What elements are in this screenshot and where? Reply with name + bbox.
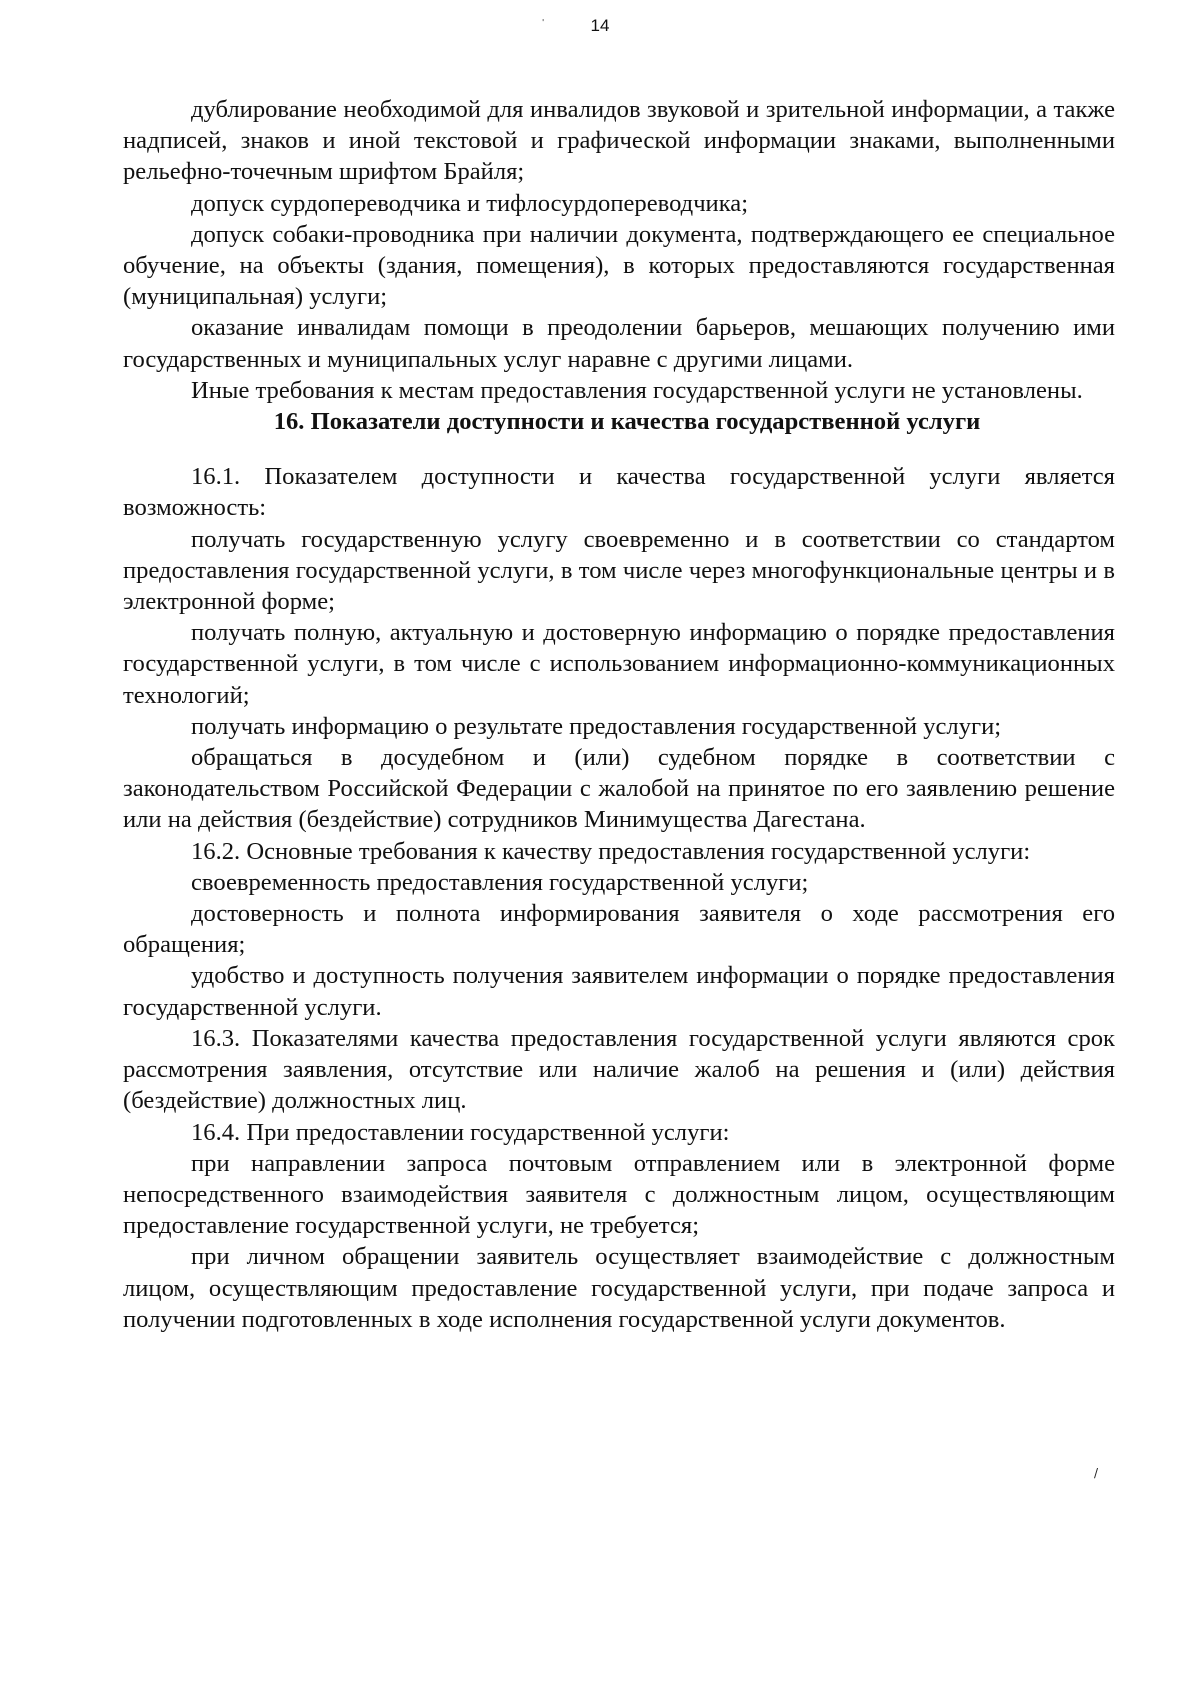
paragraph: 16.2. Основные требования к качеству предоставления государственной услуги: xyxy=(191,837,1031,865)
paragraph: Иные требования к местам предоставления государственной услуги не установлены. xyxy=(191,376,1083,404)
document-body xyxy=(123,94,1115,1335)
paragraph: получать государственную услугу своевременно и в соответствии со стандартом предоставления государственной услуги, в том числе через многофункциональные центры и в электронной форме; xyxy=(123,525,1115,616)
section-heading: 16. Показатели доступности и качества государственной услуги xyxy=(273,408,981,436)
paragraph: допуск сурдопереводчика и тифлосурдопереводчика; xyxy=(191,189,749,217)
paragraph: своевременность предоставления государственной услуги; xyxy=(191,868,809,896)
paragraph: допуск собаки-проводника при наличии документа, подтверждающего ее специальное обучение, на объекты (здания, помещения), в которых предоставляются государственная (муниципальная) услуги; xyxy=(123,220,1115,311)
scan-speck: ' xyxy=(542,18,545,27)
paragraph: обращаться в досудебном и (или) судебном порядке в соответствии с законодательством Российской Федерации с жалобой на принятое по его заявлению решение или на действия (бездействие) сотрудников Минимущества Дагестана. xyxy=(123,744,1115,834)
paragraph: получать информацию о результате предоставления государственной услуги; xyxy=(191,712,1002,740)
scan-speck: / xyxy=(1094,1466,1099,1480)
page-number: 14 xyxy=(590,16,610,35)
paragraph: достоверность и полнота информирования заявителя о ходе рассмотрения его обращения; xyxy=(123,900,1115,959)
paragraph: дублирование необходимой для инвалидов звуковой и зрительной информации, а также надписей, знаков и иной текстовой и графической информации знаками, выполненными рельефно-точечным шрифтом Брайля; xyxy=(123,96,1115,186)
paragraph: оказание инвалидам помощи в преодолении барьеров, мешающих получению ими государственных и муниципальных услуг наравне с другими лицами. xyxy=(123,314,1115,373)
paragraph: получать полную, актуальную и достоверную информацию о порядке предоставления государственной услуги, в том числе с использованием информационно-коммуникационных технологий; xyxy=(123,619,1115,709)
paragraph: при личном обращении заявитель осуществляет взаимодействие с должностным лицом, осуществляющим предоставление государственной услуги, при подаче запроса и получении подготовленных в ходе исполнения государственной услуги документов. xyxy=(123,1243,1115,1333)
paragraph: 16.3. Показателями качества предоставления государственной услуги являются срок рассмотрения заявления, отсутствие или наличие жалоб на решения и (или) действия (бездействие) должностных лиц. xyxy=(123,1024,1115,1115)
paragraph: 16.4. При предоставлении государственной услуги: xyxy=(191,1118,730,1146)
paragraph: 16.1. Показателем доступности и качества государственной услуги является возможность: xyxy=(123,463,1115,522)
paragraph: удобство и доступность получения заявителем информации о порядке предоставления государственной услуги. xyxy=(123,962,1115,1021)
paragraph: при направлении запроса почтовым отправлением или в электронной форме непосредственного взаимодействия заявителя с должностным лицом, осуществляющим предоставление государственной услуги, не требуется; xyxy=(123,1149,1115,1240)
